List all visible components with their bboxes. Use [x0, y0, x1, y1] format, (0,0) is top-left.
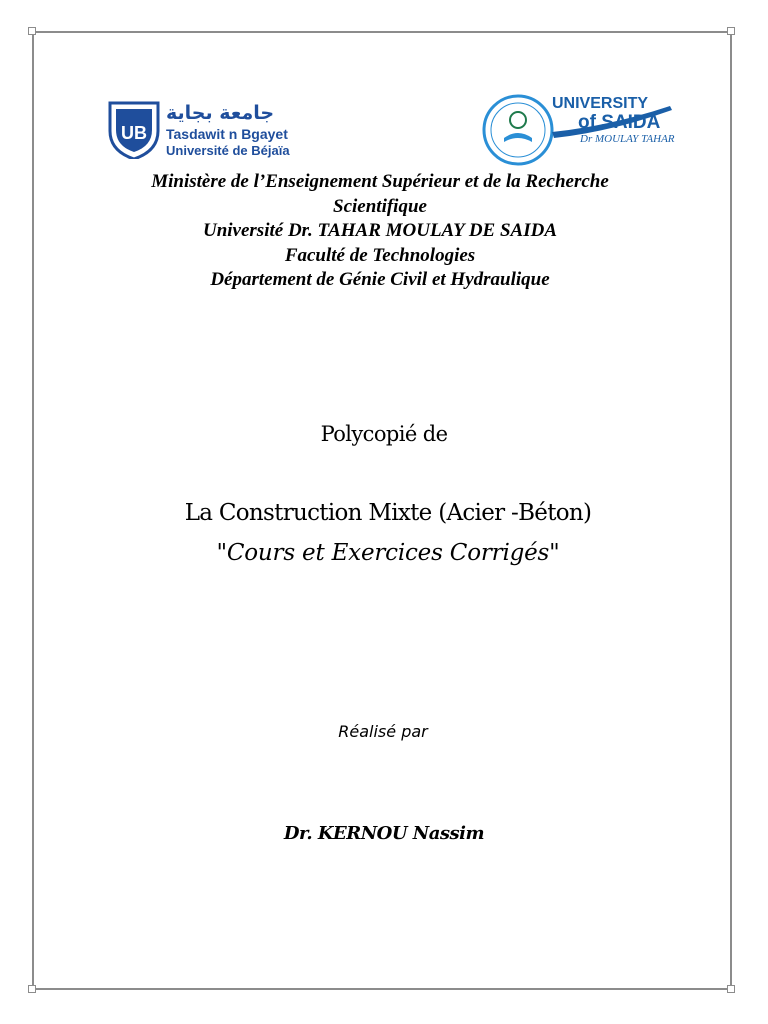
author-name: Dr. KERNOU Nassim [283, 823, 485, 844]
document-main-title: La Construction Mixte (Acier -Béton) [184, 500, 592, 526]
ministry-line-continued: Scientifique [333, 195, 427, 217]
svg-text:UB: UB [121, 123, 147, 143]
saida-logo-university: UNIVERSITY [552, 95, 649, 112]
ministry-line: Ministère de l’Enseignement Supérieur et de la Recherche [151, 171, 609, 192]
document-subtitle: "Cours et Exercices Corrigés" [216, 540, 560, 566]
bejaia-university-logo [108, 99, 303, 159]
bejaia-name-french: Université de Béjaïa [166, 143, 290, 158]
saida-logo-of-saida: of SAIDA [578, 112, 661, 133]
border-corner-bottom-right [727, 985, 735, 993]
saida-university-logo [480, 92, 675, 168]
university-line: Université Dr. TAHAR MOULAY DE SAIDA [202, 220, 558, 241]
border-corner-top-left [28, 27, 36, 35]
document-type-title: Polycopié de [320, 422, 448, 446]
bejaia-name-kabyle: Tasdawit n Bgayet [166, 126, 288, 142]
institution-header [60, 170, 700, 293]
department-line: Département de Génie Civil et Hydraulique [210, 269, 550, 290]
saida-logo-dr-moulay-tahar: Dr MOULAY TAHAR [580, 133, 675, 145]
realise-par-label: Réalisé par [338, 722, 428, 741]
faculty-line: Faculté de Technologies [284, 244, 476, 266]
bejaia-arabic-name: جامعة بجاية [166, 102, 275, 124]
border-corner-bottom-left [28, 985, 36, 993]
border-corner-top-right [727, 27, 735, 35]
